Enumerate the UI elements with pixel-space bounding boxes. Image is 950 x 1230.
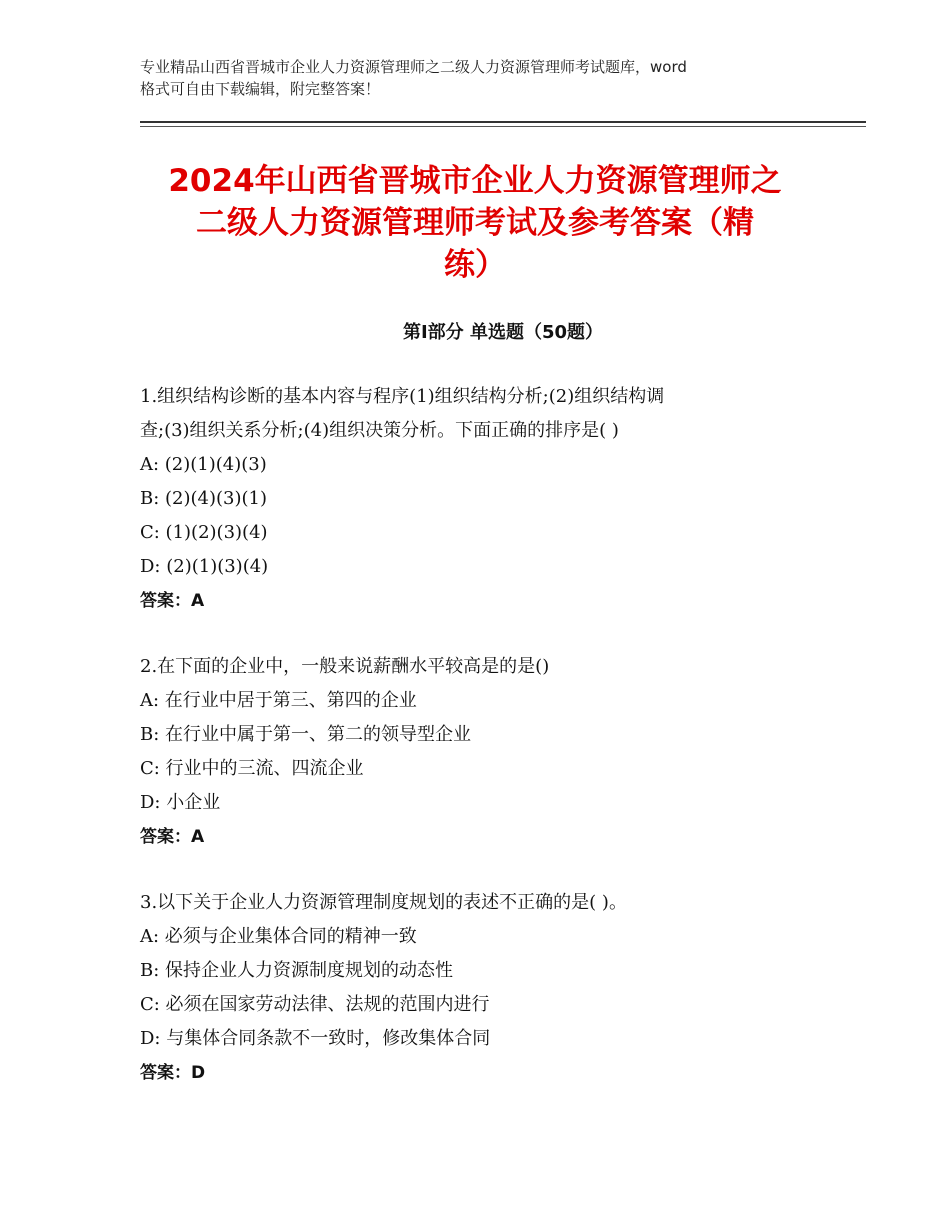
header-rule-thin <box>140 126 866 127</box>
section-title: 第Ⅰ部分 单选题（50题） <box>402 322 603 343</box>
option-b: B: 在行业中属于第一、第二的领导型企业 <box>140 724 472 745</box>
option-a: A: 必须与企业集体合同的精神一致 <box>140 926 417 947</box>
title-line-1: 2024年山西省晋城市企业人力资源管理师之 <box>168 163 782 199</box>
option-b: B: 保持企业人力资源制度规划的动态性 <box>140 960 454 981</box>
option-a: A: (2)(1)(4)(3) <box>140 454 267 475</box>
header-note-line-1: 专业精品山西省晋城市企业人力资源管理师之二级人力资源管理师考试题库，word <box>140 58 687 76</box>
header-note-line-2: 格式可自由下载编辑，附完整答案！ <box>140 80 381 98</box>
question-3 <box>140 886 840 1090</box>
question-stem: 查;(3)组织关系分析;(4)组织决策分析。下面正确的排序是( ) <box>140 420 619 441</box>
option-d: D: 与集体合同条款不一致时，修改集体合同 <box>140 1028 491 1049</box>
title-line-3: 练） <box>444 247 506 283</box>
question-1 <box>140 380 840 618</box>
title-line-2: 二级人力资源管理师考试及参考答案（精 <box>196 205 754 241</box>
answer: 答案：A <box>140 827 205 847</box>
option-d: D: (2)(1)(3)(4) <box>140 556 269 577</box>
header-rule-thick <box>140 121 866 123</box>
question-stem: 3.以下关于企业人力资源管理制度规划的表述不正确的是( )。 <box>140 892 627 913</box>
question-stem: 2.在下面的企业中，一般来说薪酬水平较高是的是() <box>140 656 550 677</box>
document-title <box>110 160 840 286</box>
question-2 <box>140 650 840 854</box>
option-c: C: (1)(2)(3)(4) <box>140 522 268 543</box>
option-c: C: 行业中的三流、四流企业 <box>140 758 364 779</box>
answer: 答案：D <box>140 1063 206 1083</box>
question-stem: 1.组织结构诊断的基本内容与程序(1)组织结构分析;(2)组织结构调 <box>140 386 665 407</box>
option-c: C: 必须在国家劳动法律、法规的范围内进行 <box>140 994 490 1015</box>
option-a: A: 在行业中居于第三、第四的企业 <box>140 690 417 711</box>
option-b: B: (2)(4)(3)(1) <box>140 488 268 509</box>
header-note <box>140 56 830 100</box>
option-d: D: 小企业 <box>140 792 221 813</box>
answer: 答案：A <box>140 591 205 611</box>
question-list <box>140 380 840 1122</box>
